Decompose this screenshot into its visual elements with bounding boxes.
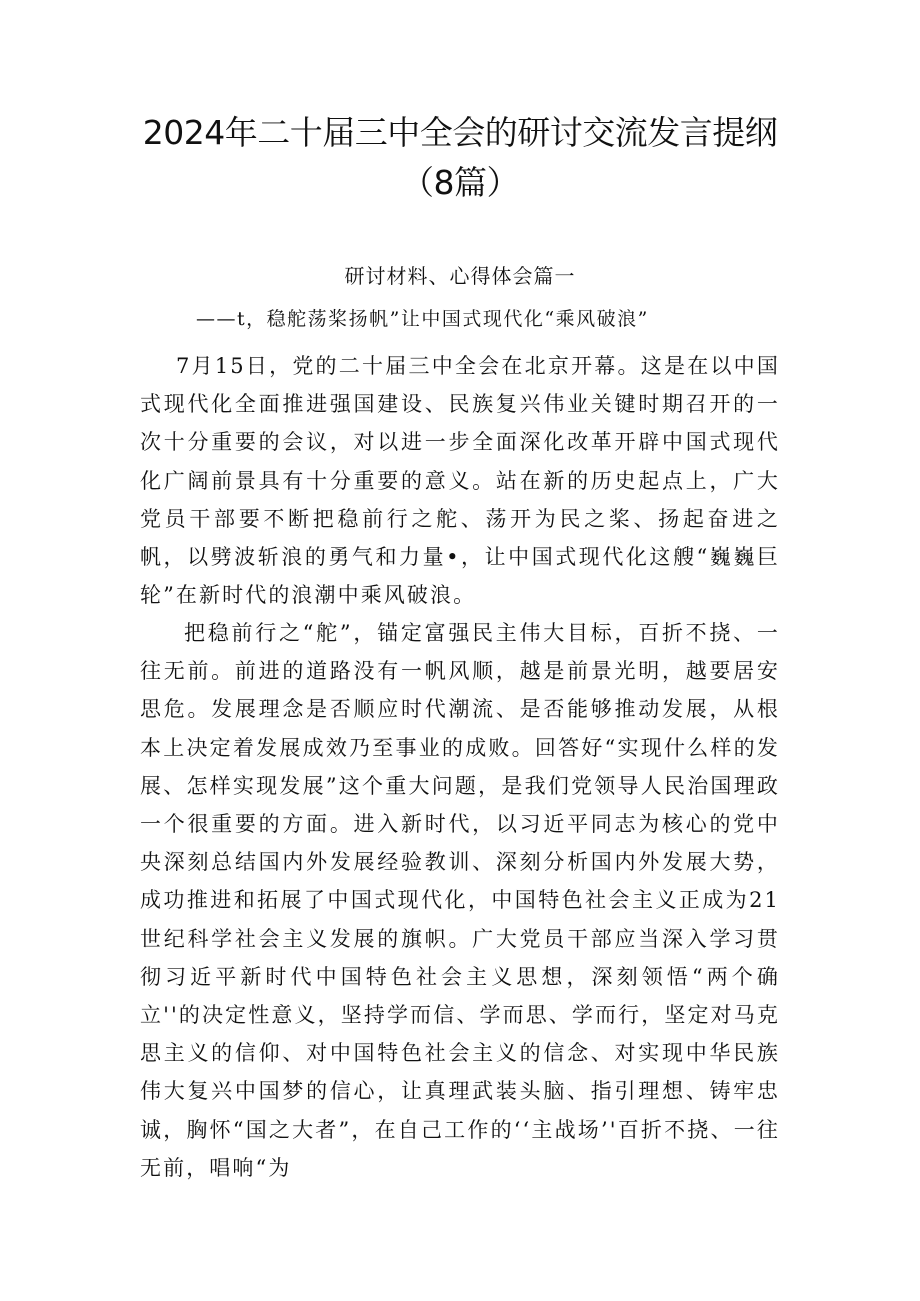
document-title: 2024年二十届三中全会的研讨交流发言提纲（8篇） bbox=[142, 113, 778, 202]
section-heading: 研讨材料、心得体会篇一 bbox=[344, 264, 576, 288]
body-paragraph: 把稳前行之“舵”，锚定富强民主伟大目标，百折不挠、一往无前。前进的道路没有一帆风顺，越是前景光明，越要居安思危。发展理念是否顺应时代潮流、是否能够推动发展，从根本上决定着发展成效乃至事业的成败。回答好“实现什么样的发展、怎样实现发展”这个重大问题，是我们党领导人民治国理政一个很重要的方面。进入新时代，以习近平同志为核心的党中央深刻总结国内外发展经验教训、深刻分析国内外发展大势，成功推进和拓展了中国式现代化，中国特色社会主义正成为21世纪科学社会主义发展的旗帜。广大党员干部应当深入学习贯彻习近平新时代中国特色社会主义思想，深刻领悟“两个确立''的决定性意义，坚持学而信、学而思、学而行，坚定对马克思主义的信仰、对中国特色社会主义的信念、对实现中华民族伟大复兴中国梦的信心，让真理武装头脑、指引理想、铸牢忠诚，胸怀“国之大者”，在自己工作的‘‘主战场’'百折不挠、一往无前，唱响“为 bbox=[140, 621, 780, 1180]
article-subtitle: ——t，稳舵荡桨扬帆”让中国式现代化“乘风破浪” bbox=[196, 308, 649, 330]
body-paragraph: 7月15日，党的二十届三中全会在北京开幕。这是在以中国式现代化全面推进强国建设、民族复兴伟业关键时期召开的一次十分重要的会议，对以进一步全面深化改革开辟中国式现代化广阔前景具有十分重要的意义。站在新的历史起点上，广大党员干部要不断把稳前行之舵、荡开为民之桨、扬起奋进之帆，以劈波斩浪的勇气和力量•，让中国式现代化这艘“巍巍巨轮”在新时代的浪潮中乘风破浪。 bbox=[140, 354, 780, 608]
